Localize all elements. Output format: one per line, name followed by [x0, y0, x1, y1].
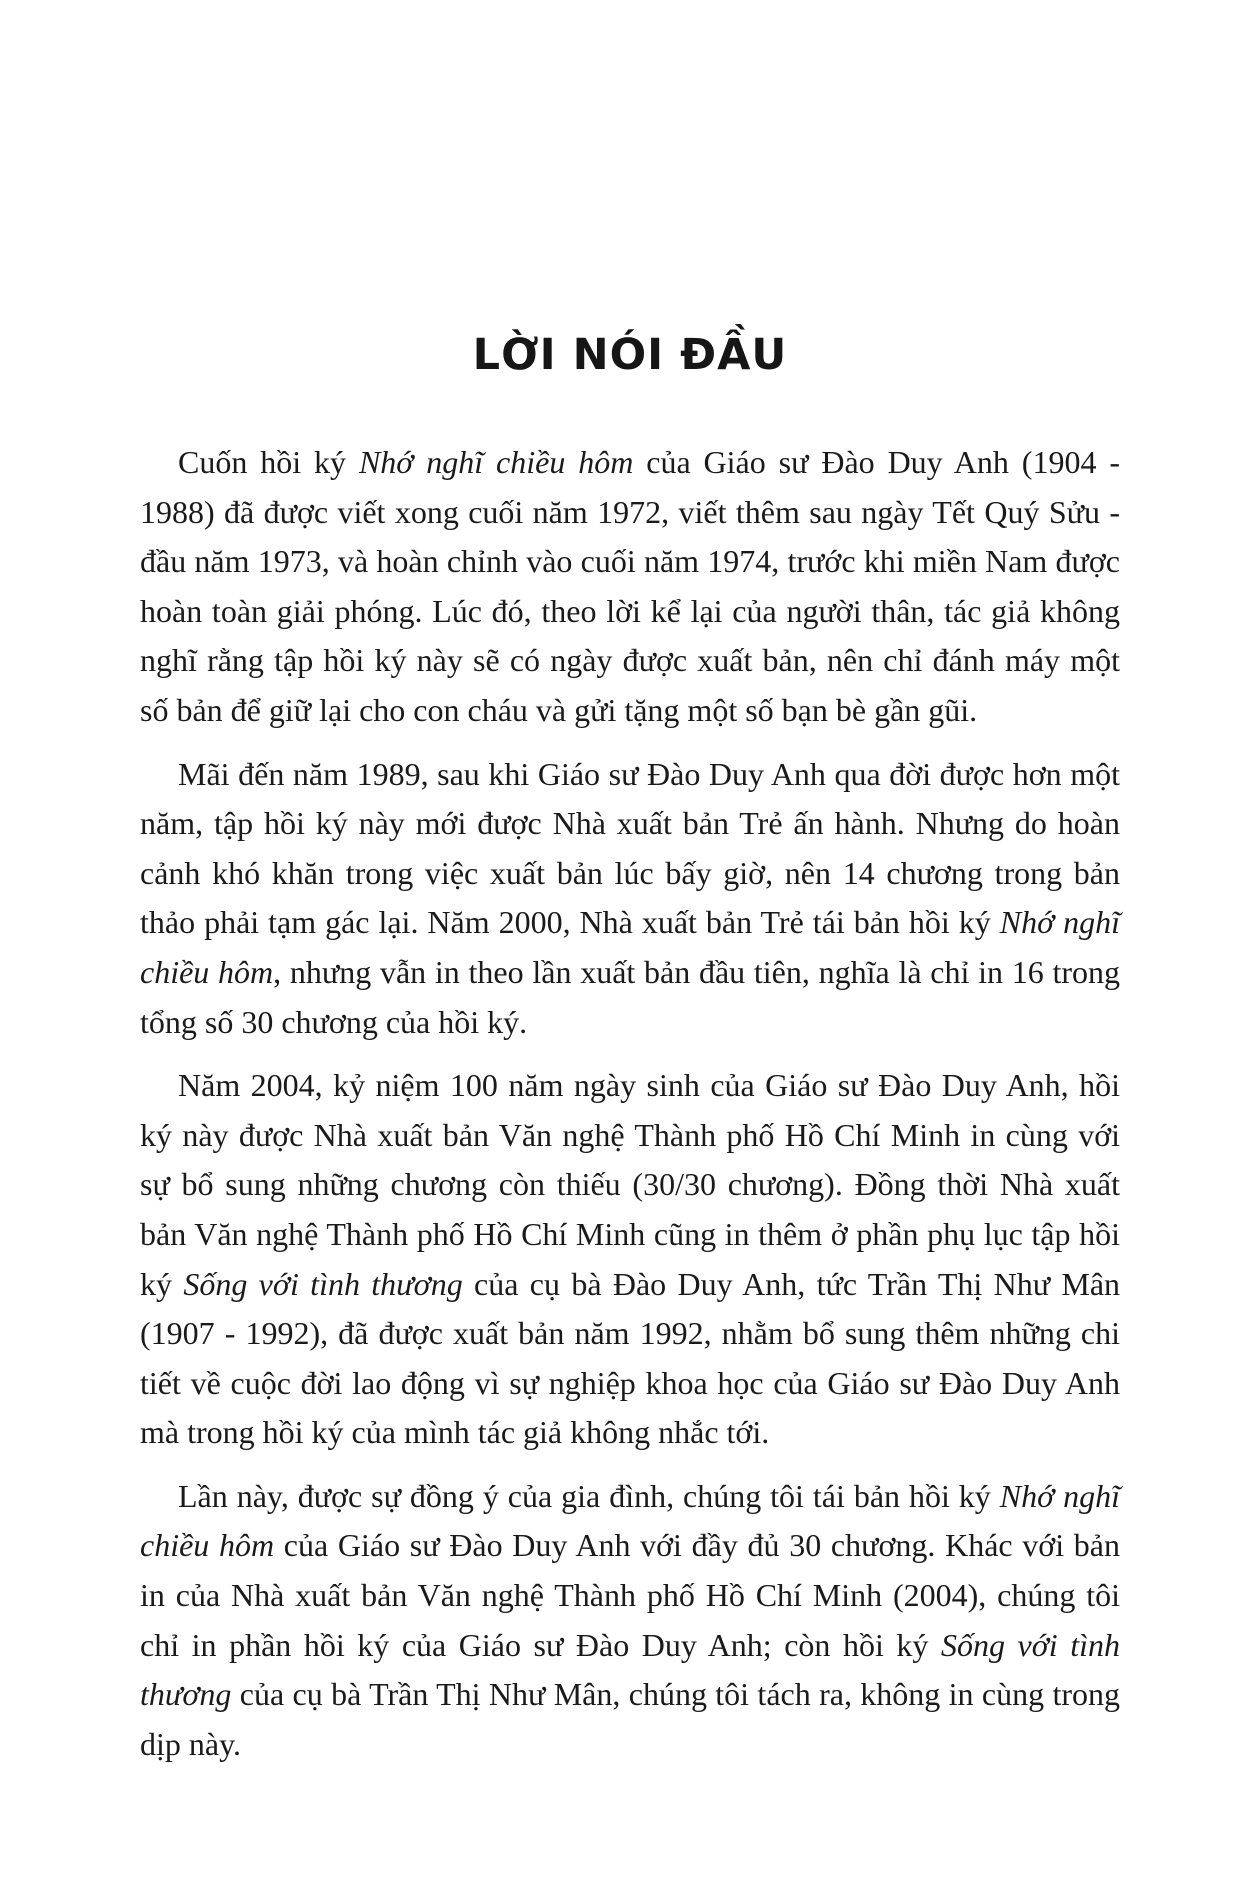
- page-title: LỜI NÓI ĐẦU: [472, 330, 788, 380]
- paragraph-2: [140, 750, 1120, 1048]
- paragraph-1: [140, 438, 1120, 736]
- text-run: Lần này, được sự đồng ý của gia đình, chúng tôi tái bản hồi ký: [178, 1477, 1000, 1514]
- text-run: Cuốn hồi ký: [178, 444, 359, 480]
- text-run: của cụ bà Đào Duy Anh, tức Trần Thị Như Mân (1907 - 1992), đã được xuất bản năm 1992, nhằm bổ sung thêm những chi tiết về cuộc đời lao động vì sự nghiệp khoa học của Giáo sư Đào Duy Anh mà trong hồi ký của mình tác giả không nhắc tới.: [140, 1265, 1121, 1451]
- text-run: của cụ bà Trần Thị Như Mân, chúng tôi tách ra, không in cùng trong dịp này.: [140, 1676, 1120, 1762]
- book-title-italic: Sống với tình thương: [183, 1265, 463, 1302]
- book-title-italic: Sống với tình thương: [140, 1626, 1121, 1713]
- paragraph-4: [140, 1472, 1120, 1770]
- book-title-italic: Nhớ nghĩ chiều hôm: [140, 1477, 1121, 1564]
- book-title-italic: Nhớ nghĩ chiều hôm: [140, 904, 1121, 990]
- text-run: của Giáo sư Đào Duy Anh (1904 - 1988) đã được viết xong cuối năm 1972, viết thêm sau ngày Tết Quý Sửu - đầu năm 1973, và hoàn chỉnh vào cuối năm 1974, trước khi miền Nam được hoàn toàn giải phóng. Lúc đó, theo lời kể lại của người thân, tác giả không nghĩ rằng tập hồi ký này sẽ có ngày được xuất bản, nên chỉ đánh máy một số bản để giữ lại cho con cháu và gửi tặng một số bạn bè gần gũi.: [140, 444, 1121, 728]
- text-run: , nhưng vẫn in theo lần xuất bản đầu tiên, nghĩa là chỉ in 16 trong tổng số 30 chương của hồi ký.: [140, 953, 1121, 1040]
- paragraph-3: [140, 1061, 1120, 1458]
- text-run: Mãi đến năm 1989, sau khi Giáo sư Đào Duy Anh qua đời được hơn một năm, tập hồi ký này mới được Nhà xuất bản Trẻ ấn hành. Nhưng do hoàn cảnh khó khăn trong việc xuất bản lúc bấy giờ, nên 14 chương trong bản thảo phải tạm gác lại. Năm 2000, Nhà xuất bản Trẻ tái bản hồi ký: [140, 755, 1120, 941]
- text-run: của Giáo sư Đào Duy Anh với đầy đủ 30 chương. Khác với bản in của Nhà xuất bản Văn nghệ Thành phố Hồ Chí Minh (2004), chúng tôi chỉ in phần hồi ký của Giáo sư Đào Duy Anh; còn hồi ký: [140, 1527, 1121, 1663]
- body-text: [140, 438, 1120, 1783]
- text-run: Năm 2004, kỷ niệm 100 năm ngày sinh của Giáo sư Đào Duy Anh, hồi ký này được Nhà xuất bản Văn nghệ Thành phố Hồ Chí Minh in cùng với sự bổ sung những chương còn thiếu (30/30 chương). Đồng thời Nhà xuất bản Văn nghệ Thành phố Hồ Chí Minh cũng in thêm ở phần phụ lục tập hồi ký: [140, 1067, 1120, 1302]
- book-title-italic: Nhớ nghĩ chiều hôm: [358, 444, 634, 480]
